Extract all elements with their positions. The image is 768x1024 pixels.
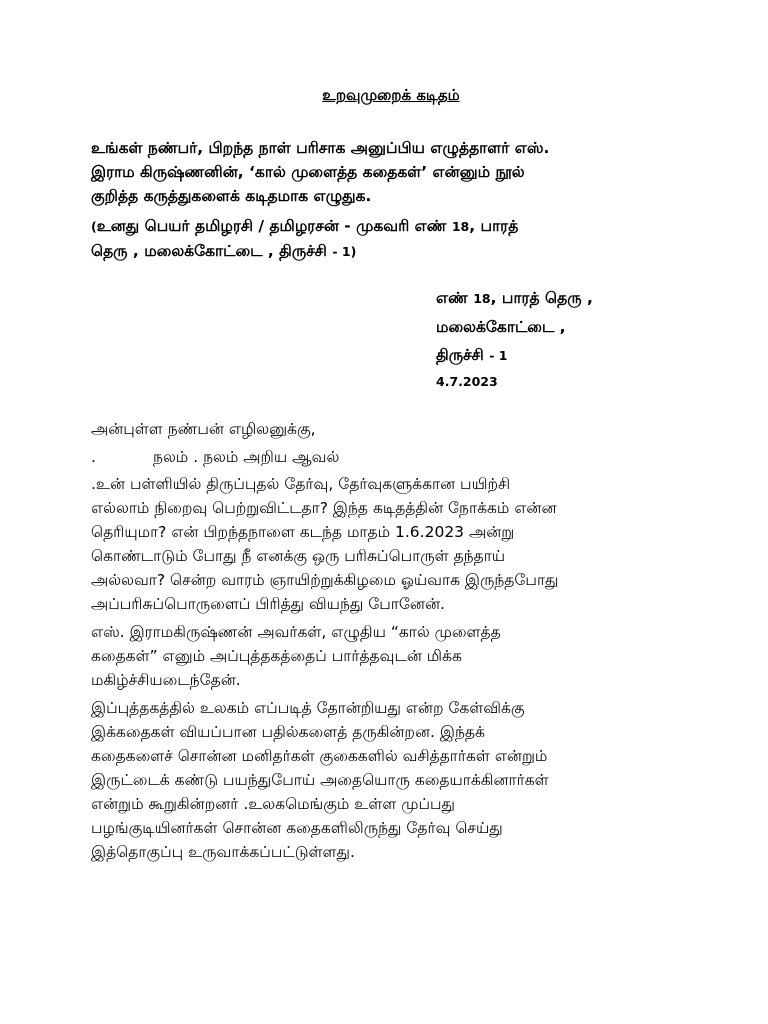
page-title	[0, 86, 768, 106]
details-paren: (	[91, 219, 97, 234]
address-line	[436, 341, 593, 370]
paragraph-line: கதைகளைச் சொன்ன மனிதர்கள் குகைகளில் வசித்தார்கள் என்றும்	[91, 747, 548, 765]
details-block	[91, 214, 691, 264]
paragraph-line: இக்கதைகள் வியப்பான பதில்களைத் தருகின்றன. இந்தக்	[91, 723, 485, 741]
address-text: , பாரத் தெரு ,	[490, 289, 593, 307]
paragraph-2	[91, 620, 691, 692]
question-line: குறித்த கருத்துகளைக் கடிதமாக எழுதுக.	[91, 187, 372, 205]
well-wishes	[91, 445, 691, 469]
address-number: 18	[473, 291, 491, 306]
paragraph-1	[91, 472, 691, 616]
paragraph-line: தெரியுமா? என் பிறந்தநாளை கடந்த மாதம் 1.6.2023 அன்று	[91, 523, 515, 541]
paragraph-line: இத்தொகுப்பு உருவாக்கப்பட்டுள்ளது.	[91, 843, 355, 861]
address-line	[436, 284, 593, 313]
question-line: உங்கள் நண்பர், பிறந்த நாள் பரிசாக அனுப்பிய எழுத்தாளர் எஸ்.	[91, 139, 550, 157]
paragraph-3	[91, 696, 691, 864]
wish-dot: .	[91, 448, 96, 466]
paragraph-line: எல்லாம் நிறைவு பெற்றுவிட்டதா? இந்த கடிதத்தின் நோக்கம் என்ன	[91, 499, 557, 517]
title-text: உறவுமுறைக் கடிதம்	[322, 86, 460, 104]
details-text: உனது பெயர் தமிழரசி / தமிழரசன் - முகவரி எண்	[96, 217, 452, 235]
letter-body	[91, 417, 691, 868]
paragraph-line: .உன் பள்ளியில் திருப்புதல் தேர்வு, தேர்வுகளுக்கான பயிற்சி	[91, 475, 511, 493]
paragraph-line: இப்புத்தகத்தில் உலகம் எப்படித் தோன்றியது என்ற கேள்விக்கு	[91, 699, 525, 717]
address-text: எண்	[436, 289, 474, 307]
paragraph-line: கதைகள்” எனும் அப்புத்தகத்தைப் பார்த்தவுடன் மிக்க	[91, 647, 462, 665]
sender-address	[436, 284, 593, 392]
letter-date: 4.7.2023	[436, 374, 498, 389]
wish-text: நலம் . நலம் அறிய ஆவல்	[153, 448, 340, 466]
paragraph-line: எஸ். இராமகிருஷ்ணன் அவர்கள், எழுதிய “கால் முளைத்த	[91, 623, 501, 641]
paragraph-line: என்றும் கூறுகின்றனர் .உலகமெங்கும் உள்ள முப்பது	[91, 795, 455, 813]
address-number: - 1	[489, 348, 508, 363]
details-text: , பாரத்	[469, 217, 519, 235]
details-number: - 1)	[332, 244, 357, 259]
details-line	[91, 214, 691, 239]
paragraph-line: பழங்குடியினர்கள் சொன்ன கதைகளிலிருந்து தேர்வு செய்து	[91, 819, 503, 837]
address-line: மலைக்கோட்டை ,	[436, 318, 566, 336]
question-block	[91, 136, 691, 208]
details-text: தெரு , மலைக்கோட்டை , திருச்சி	[91, 242, 333, 260]
salutation: அன்புள்ள நண்பன் எழிலனுக்கு,	[91, 420, 316, 438]
paragraph-line: அல்லவா? சென்ற வாரம் ஞாயிற்றுக்கிழமை ஓய்வாக இருந்தபோது	[91, 571, 559, 589]
details-number: 18	[451, 219, 470, 234]
paragraph-line: அப்பரிசுப்பொருளைப் பிரித்து வியந்து போனேன்.	[91, 595, 445, 613]
paragraph-line: கொண்டாடும் போது நீ எனக்கு ஒரு பரிசுப்பொருள் தந்தாய்	[91, 547, 506, 565]
address-text: திருச்சி	[436, 346, 490, 364]
paragraph-line: மகிழ்ச்சியடைந்தேன்.	[91, 671, 241, 689]
details-line	[91, 239, 691, 264]
paragraph-line: இருட்டைக் கண்டு பயந்துபோய் அதையொரு கதையாக்கினார்கள்	[91, 771, 549, 789]
question-line: இராம கிருஷ்ணனின், ‘கால் முளைத்த கதைகள்’ என்னும் நூல்	[91, 163, 525, 181]
